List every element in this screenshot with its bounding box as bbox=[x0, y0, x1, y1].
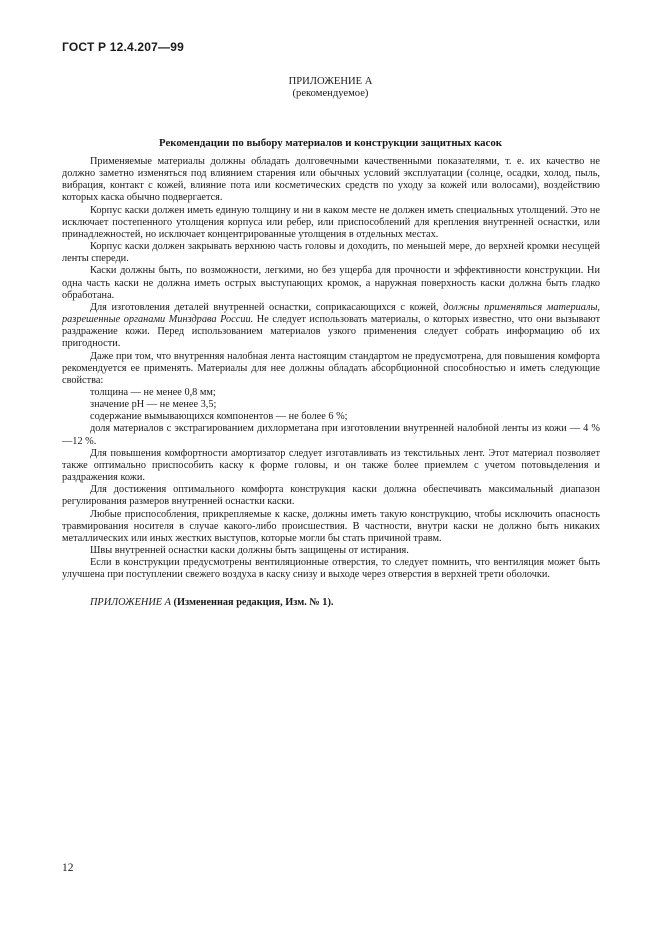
paragraph-seams: Швы внутренней оснастки каски должны быть защищены от истирания. bbox=[90, 545, 409, 556]
paragraph-sweatband: Даже при том, что внутренняя налобная лента настоящим стандартом не предусмотрена, для повышения комфорта рекомендуется ее применять. Материалы для нее должны обладать абсорбционной способностью и иметь следующие свойства: bbox=[62, 350, 600, 386]
property-leachable-content: содержание вымывающихся компонентов — не более 6 %; bbox=[90, 411, 348, 423]
property-thickness: толщина — не менее 0,8 мм; bbox=[90, 386, 216, 398]
section-title: Рекомендации по выбору материалов и конструкции защитных касок bbox=[159, 137, 502, 149]
paragraph-skin-contact-italic: должны применяться материалы, разрешенные органами Минздрава России. bbox=[62, 301, 600, 326]
page-number: 12 bbox=[62, 862, 74, 874]
appendix-heading bbox=[0, 76, 661, 100]
paragraph-shell-thickness: Корпус каски должен иметь единую толщину и ни в каком месте не должен иметь специальных утолщений. Это не исключает постепенного утолщения корпуса или ребер, или приспособлений для крепления внутренней оснастки, или принадлежностей, но исключает концентрированные утолщения в отдельных местах. bbox=[62, 204, 600, 240]
appendix-subtitle: (рекомендуемое) bbox=[292, 88, 369, 99]
body-text bbox=[62, 156, 600, 610]
paragraph-size-adjustment: Для достижения оптимального комфорта конструкция каски должна обеспечивать максимальный диапазон регулирования размеров внутренней оснастки каски. bbox=[62, 484, 600, 508]
paragraph-skin-contact-end: Не следует использовать материалы, о которых известно, что они вызывают раздражение кожи. Перед использованием материалов узкого применения следует собрать информацию об их пригодности. bbox=[62, 314, 600, 350]
appendix-title: ПРИЛОЖЕНИЕ А bbox=[288, 76, 373, 87]
amendment-note bbox=[62, 597, 600, 609]
standard-code-header: ГОСТ Р 12.4.207—99 bbox=[62, 40, 185, 54]
amendment-revision: (Измененная редакция, Изм. № 1). bbox=[170, 597, 334, 609]
paragraph-weight-edges: Каски должны быть, по возможности, легкими, но без ущерба для прочности и эффективности конструкции. Ни одна часть каски не должна иметь острых выступающих кромок, а наружная поверхность каски должна быть гладко обработана. bbox=[62, 265, 600, 301]
paragraph-harness-textile: Для повышения комфортности амортизатор следует изготавливать из текстильных лент. Этот материал позволяет также оптимально приспособить каску к форме головы, и он также более приемлем с учетом потовыделения и раздражения кожи. bbox=[62, 447, 600, 484]
paragraph-skin-contact-start: Для изготовления деталей внутренней оснастки, соприкасающихся с кожей, bbox=[90, 301, 444, 313]
property-dichloromethane: доля материалов с экстрагированием дихлорметана при изготовлении внутренней налобной ленты из кожи — 4 %—12 %. bbox=[62, 423, 600, 447]
paragraph-shell-coverage: Корпус каски должен закрывать верхнюю часть головы и доходить, по меньшей мере, до верхней кромки несущей ленты спереди. bbox=[62, 241, 600, 265]
paragraph-materials-durability: Применяемые материалы должны обладать долговечными качественными показателями, т. е. их качество не должно заметно изменяться под влиянием старения или обычных условий эксплуатации (солнце, осадки, холод, пыль, вибрация, контакт с кожей, влияние пота или косметических средств по уходу за кожей или волосами), воздействию которых каска обычно подвергается. bbox=[62, 156, 600, 204]
paragraph-attachments-safety: Любые приспособления, прикрепляемые к каске, должны иметь такую конструкцию, чтобы исключить опасность травмирования носителя в случае какого-либо происшествия. В частности, внутри каски не должно быть никаких металлических или иных жестких выступов, которые могли бы стать причиной травм. bbox=[62, 508, 600, 544]
paragraph-ventilation: Если в конструкции предусмотрены вентиляционные отверстия, то следует помнить, что вентиляция может быть улучшена при поступлении свежего воздуха в каску снизу и выходе через отверстия в верхней трети оболочки. bbox=[62, 557, 600, 581]
amendment-appendix-ref: ПРИЛОЖЕНИЕ А bbox=[90, 597, 171, 609]
paragraph-skin-contact-materials bbox=[62, 302, 600, 351]
property-ph: значение рН — не менее 3,5; bbox=[90, 399, 217, 411]
